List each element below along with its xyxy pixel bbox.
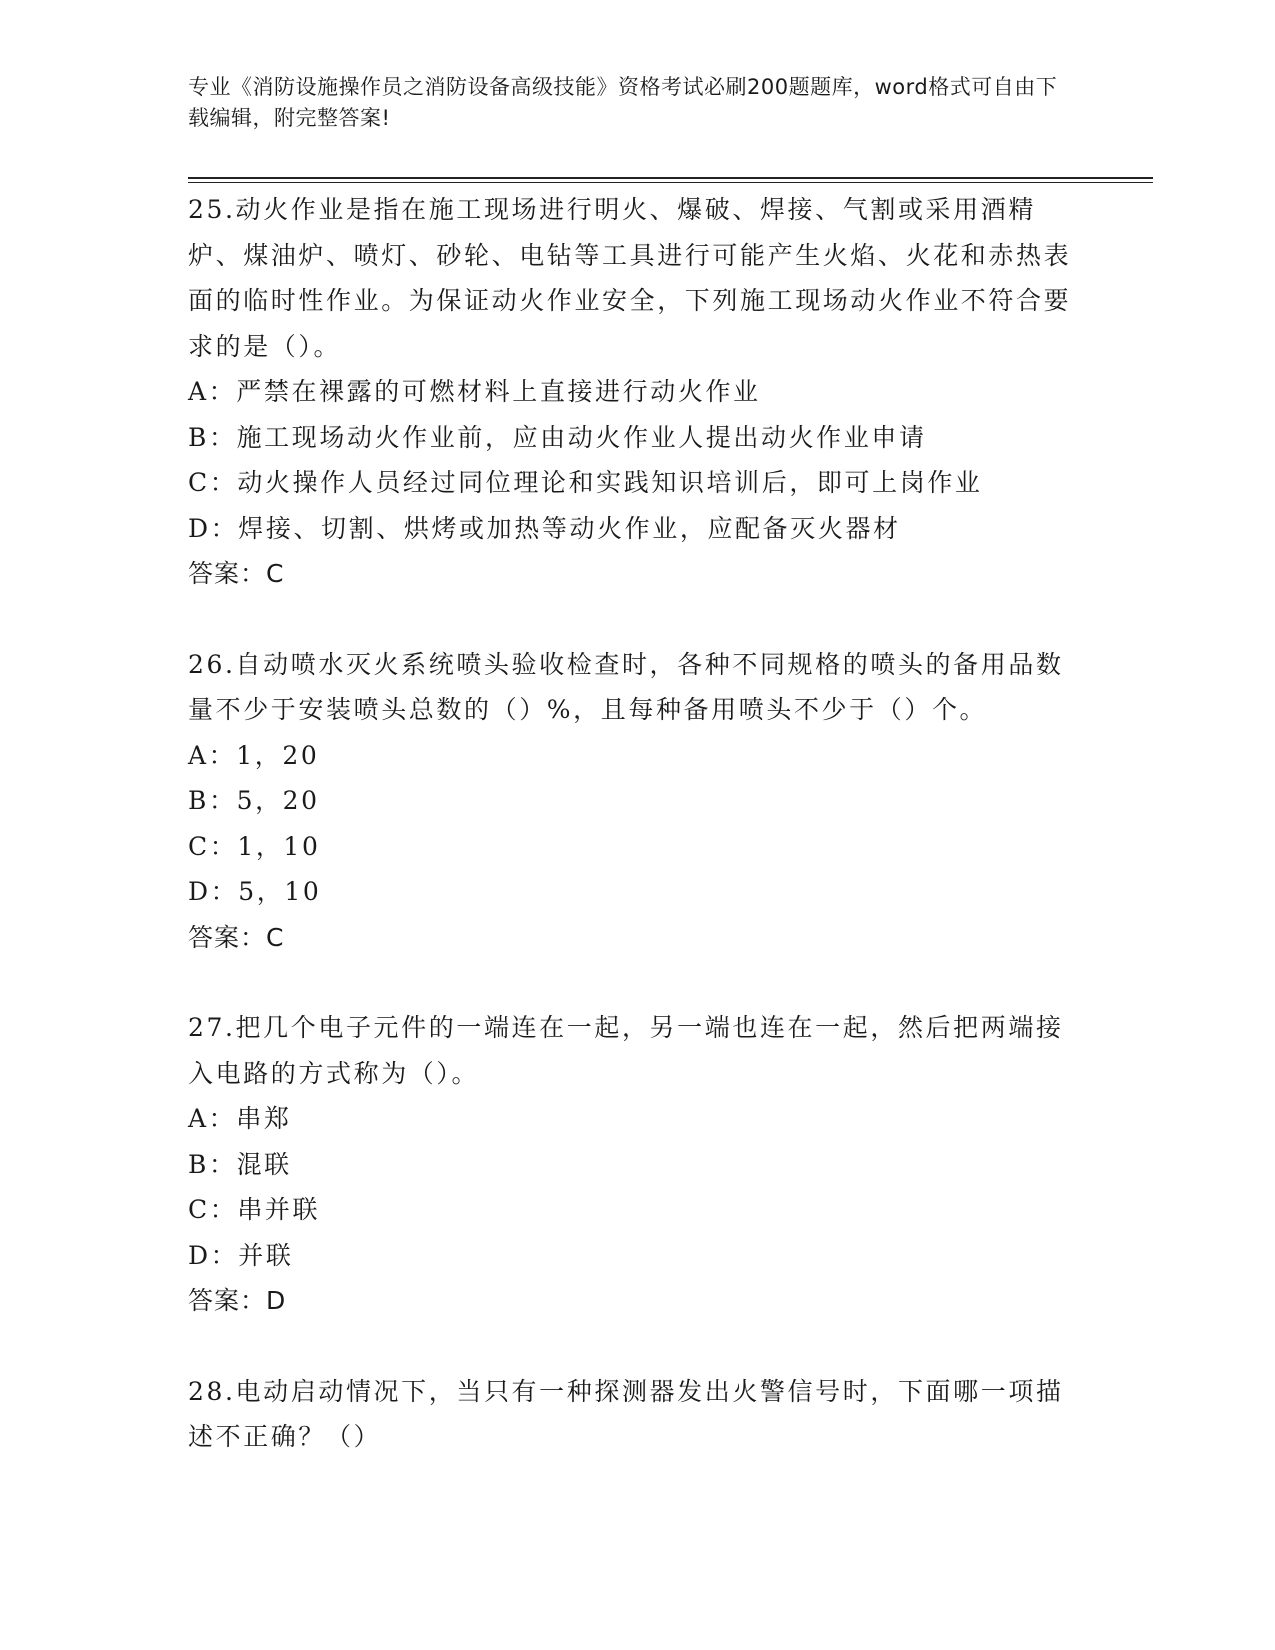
- option-a: A：1，20: [188, 740, 320, 770]
- option-d: D：焊接、切割、烘烤或加热等动火作业，应配备灭火器材: [188, 513, 901, 543]
- question-stem: 25.动火作业是指在施工现场进行明火、爆破、焊接、气割或采用酒精炉、煤油炉、喷灯、砂轮、电钻等工具进行可能产生火焰、火花和赤热表面的临时性作业。为保证动火作业安全，下列施工现场动火作业不符合要求的是（）。: [188, 195, 1072, 361]
- question-list: [188, 187, 1088, 1505]
- question-stem: 27.把几个电子元件的一端连在一起，另一端也连在一起，然后把两端接入电路的方式称为（）。: [188, 1013, 1064, 1088]
- option-a: A：严禁在裸露的可燃材料上直接进行动火作业: [188, 377, 761, 406]
- header-divider-thin: [188, 182, 1153, 183]
- option-d: D：并联: [188, 1240, 294, 1270]
- option-c: C：1，10: [188, 831, 321, 861]
- question-28: [188, 1369, 1088, 1460]
- question-27: [188, 1005, 1088, 1324]
- option-a: A：串郑: [188, 1104, 292, 1133]
- answer-text: 答案：D: [188, 1286, 287, 1315]
- header-divider: [188, 177, 1153, 179]
- option-b: B：施工现场动火作业前，应由动火作业人提出动火作业申请: [188, 422, 927, 452]
- option-c: C：动火操作人员经过同位理论和实践知识培训后，即可上岗作业: [188, 468, 983, 497]
- option-b: B：5，20: [188, 786, 320, 815]
- document-header: 专业《消防设施操作员之消防设备高级技能》资格考试必刷200题题库，word格式可自由下载编辑，附完整答案!: [188, 75, 1058, 130]
- option-d: D：5，10: [188, 877, 322, 906]
- answer-text: 答案：C: [188, 922, 285, 952]
- question-stem: 28.电动启动情况下，当只有一种探测器发出火警信号时，下面哪一项描述不正确？（）: [188, 1376, 1064, 1451]
- option-c: C：串并联: [188, 1195, 321, 1224]
- question-25: [188, 187, 1088, 597]
- question-stem: 26.自动喷水灭火系统喷头验收检查时，各种不同规格的喷头的备用品数量不少于安装喷头总数的（）%，且每种备用喷头不少于（）个。: [188, 649, 1064, 724]
- answer-text: 答案：C: [188, 559, 285, 588]
- option-b: B：混联: [188, 1149, 292, 1179]
- question-26: [188, 642, 1088, 961]
